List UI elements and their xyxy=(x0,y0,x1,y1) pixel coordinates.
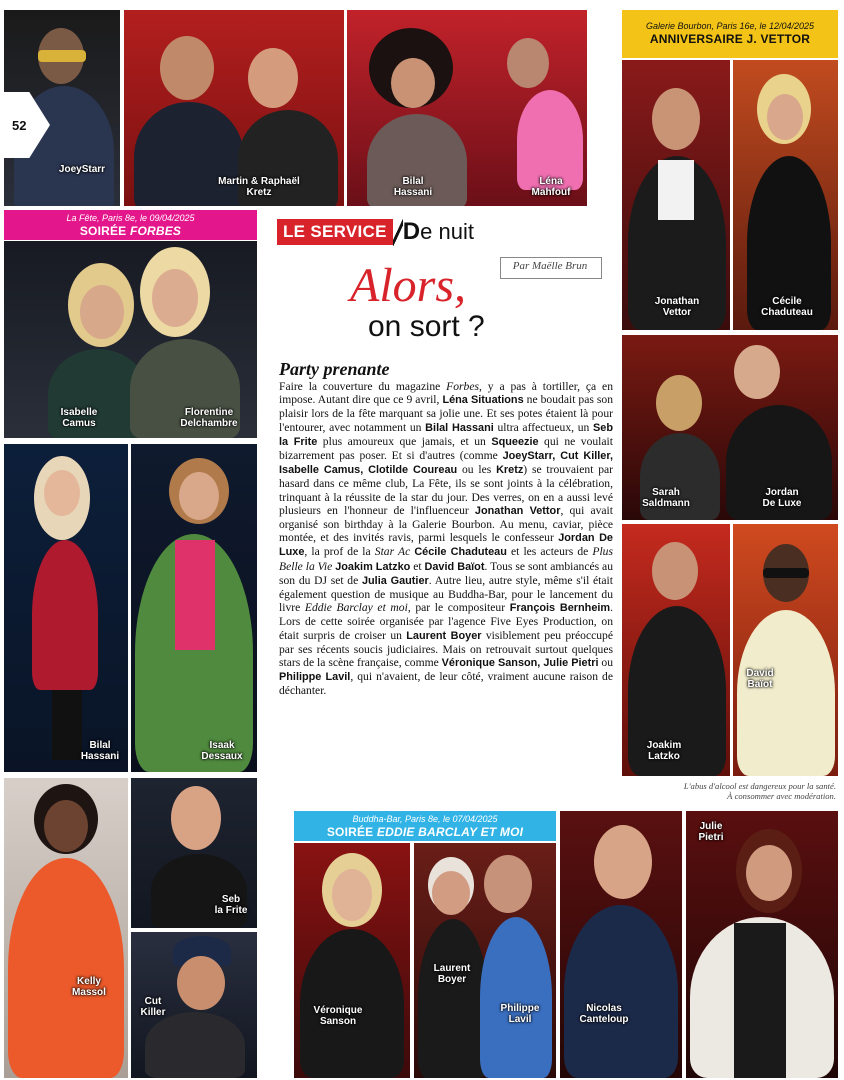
body-run: François Bernheim xyxy=(509,602,611,615)
body-run: Philippe Lavil xyxy=(279,671,351,684)
photo-david xyxy=(733,524,838,776)
photo-bilal-lena xyxy=(347,10,587,206)
body-run: , qui n'avaient, de leur côté, vraiment aucune raison de déchanter. xyxy=(279,670,613,698)
body-run: ou les xyxy=(457,463,497,477)
caption-joeystarr: JoeyStarr xyxy=(58,164,106,175)
caption-jonathan: Jonathan Vettor xyxy=(654,296,700,318)
body-run: , par le compositeur xyxy=(407,601,510,615)
photo-isaak xyxy=(131,444,257,772)
body-run: qui ne voulait bizarrement pas poser. Et si d'autres (comme xyxy=(279,434,613,463)
body-run: , qui avait organisé son birthday à la Galerie Bourbon. Au menu, caviar, pièce montée, et des invités ravis, parmi lesquels le confesseur xyxy=(279,503,613,545)
body-run: Léna Situations xyxy=(442,394,524,407)
section-header-vettor: Galerie Bourbon, Paris 16e, le 12/04/2025 ANNIVERSAIRE J. VETTOR xyxy=(622,10,838,58)
caption-laurent: Laurent Boyer xyxy=(433,963,471,985)
body-run: . Lors de cette soirée organisée par l'agence Five Eyes Production, on était surpris de croiser un xyxy=(279,601,613,642)
caption-sarah: Sarah Saldmann xyxy=(642,487,690,509)
caption-cut: Cut Killer xyxy=(140,996,166,1018)
photo-kelly xyxy=(4,778,128,1078)
caption-jordan: Jordan De Luxe xyxy=(762,487,802,509)
caption-lena: Léna Mahfouf xyxy=(531,176,571,198)
body-run: et xyxy=(410,559,425,573)
caption-cecile: Cécile Chaduteau xyxy=(761,296,813,318)
photo-julie xyxy=(686,811,838,1078)
body-run: , la prof de la xyxy=(304,545,375,559)
body-run: . Autre lieu, autre style, même s'il était également question de musique au Buddha-Bar, pour le lancement du livre xyxy=(279,573,613,615)
caption-isabelle: Isabelle Camus xyxy=(60,407,98,429)
body-run: , y a pas à tortiller, ça en impose. Autant dire que ce 9 avril, xyxy=(279,380,613,407)
section-header-eddie: Buddha-Bar, Paris 8e, le 07/04/2025 SOIRÉE EDDIE BARCLAY ET MOI xyxy=(294,811,556,841)
body-run: Faire la couverture du magazine xyxy=(279,380,447,393)
photo-isabelle-florentine xyxy=(4,241,257,438)
body-run: JoeyStarr, Cut Killer, Isabelle Camus, Clotilde Coureau xyxy=(279,450,613,477)
rubric: LE SERVICE D e nuit xyxy=(277,219,474,245)
photo-bilal-mid xyxy=(4,444,128,772)
caption-veronique: Véronique Sanson xyxy=(313,1005,363,1027)
photo-laurent-philippe xyxy=(414,843,556,1078)
caption-kretz: Martin & Raphaël Kretz xyxy=(218,176,300,198)
headline-line2: on sort ? xyxy=(368,310,485,343)
body-run: Joakim Latzko xyxy=(335,560,411,573)
body-run: Jonathan Vettor xyxy=(474,504,561,517)
caption-kelly: Kelly Massol xyxy=(72,976,106,998)
photo-veronique xyxy=(294,843,410,1078)
body-run: Jordan De Luxe xyxy=(279,532,613,559)
photo-cecile xyxy=(733,60,838,330)
caption-nicolas: Nicolas Canteloup xyxy=(579,1003,629,1025)
body-run: Julia Gautier xyxy=(361,574,429,587)
alcohol-disclaimer: L'abus d'alcool est dangereux pour la santé. À consommer avec modération. xyxy=(683,781,836,801)
caption-julie: Julie Pietri xyxy=(698,821,724,843)
photo-sarah-jordan xyxy=(622,335,838,520)
photo-nicolas xyxy=(560,811,682,1078)
caption-seb: Seb la Frite xyxy=(214,894,248,916)
body-run: Kretz xyxy=(496,464,524,477)
body-run: Seb la Frite xyxy=(279,421,614,448)
body-run: ultra affectueux, un xyxy=(493,420,594,434)
caption-joakim: Joakim Latzko xyxy=(646,740,682,762)
body-run: ou xyxy=(598,656,613,670)
body-run: visiblement peu préoccupé par ses récents soucis judiciaires. Mais on retrouvait surtout quelques stars de la scène française, comme xyxy=(279,628,613,670)
caption-philippe: Philippe Lavil xyxy=(500,1003,540,1025)
body-run: Plus Belle la Vie xyxy=(279,545,613,573)
body-run: Eddie Barclay et moi xyxy=(304,601,408,615)
caption-bilal-top: Bilal Hassani xyxy=(393,176,433,198)
rubric-label: LE SERVICE xyxy=(277,219,393,245)
caption-david: David Baïot xyxy=(746,668,774,690)
subhead: Party prenante xyxy=(279,359,390,379)
caption-bilal-mid: Bilal Hassani xyxy=(80,740,120,762)
body-run: Squeezie xyxy=(491,435,539,448)
body-run: . Tous se sont ambiancés au son du DJ set de xyxy=(279,559,613,587)
caption-florentine: Florentine Delchambre xyxy=(180,407,238,429)
body-run: ) se trouvaient par hasard dans ce même club, La Fête, ils se sont joints à la célébration, trinquant à la réussite de la star du jour. Des verres, on en a aussi levé plusieurs en l'honneur de l'influenceur xyxy=(279,463,614,517)
photo-kretz xyxy=(124,10,344,206)
body-run: Cécile Chaduteau xyxy=(414,546,507,559)
photo-cut xyxy=(131,932,257,1078)
article-body xyxy=(279,380,613,698)
headline-line1: Alors, xyxy=(350,259,467,312)
body-run: Bilal Hassani xyxy=(425,421,494,434)
photo-seb xyxy=(131,778,257,928)
section-header-forbes: La Fête, Paris 8e, le 09/04/2025 SOIRÉE FORBES xyxy=(4,210,257,240)
body-run: Laurent Boyer xyxy=(406,629,482,642)
photo-jonathan xyxy=(622,60,730,330)
body-run: Véronique Sanson, Julie Pietri xyxy=(441,657,599,670)
photo-joakim xyxy=(622,524,730,776)
body-run: et les acteurs de xyxy=(506,545,593,559)
page-number: 52 xyxy=(12,118,27,133)
body-run: David Baïot xyxy=(424,560,485,573)
body-run: plus amoureux que jamais, et un xyxy=(317,434,492,448)
body-run: Star Ac xyxy=(374,545,411,559)
body-run: ne boudait pas son plaisir lors de la fête marquant sa jolie une. Et ses potes étaient là pour l'entourer, avec notamment un xyxy=(279,393,614,434)
body-run: Forbes xyxy=(446,380,479,393)
caption-isaak: Isaak Dessaux xyxy=(201,740,243,762)
byline: Par Maëlle Brun xyxy=(512,260,588,272)
